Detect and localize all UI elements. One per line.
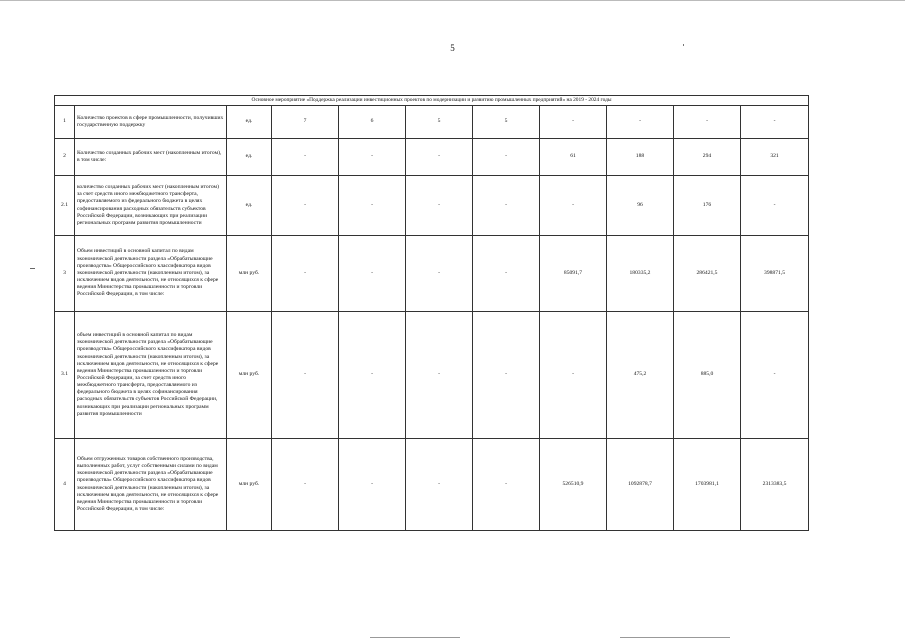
row-number: 2 (55, 139, 75, 176)
indicator-description: Объем отгруженных товаров собственного производства, выполненных работ, услуг собственными силами по видам экономической деятельности раздела «Обрабатывающие производства» Общероссийского классификатора видов экономической деятельности (накопленным итогом), за исключением видов деятельности, не относящихся к сфере ведения Министерства промышленности и торговли Российской Федерации, в том числе: (75, 439, 227, 531)
indicator-description: количество созданных рабочих мест (накопленным итогом) за счет средств иного межбюджетного трансферта, предоставляемого из федерального бюджета в целях софинансирования расходных обязательств субъектов Российской Федерации, возникающих при реализации региональных программ развития промышленности (75, 176, 227, 236)
value-cell: - (339, 176, 406, 236)
section-title: Основное мероприятие «Поддержка реализации инвестиционных проектов по модернизации и развитию промышленных предприятий» на 2019 - 2024 годы (55, 96, 809, 106)
value-cell: - (339, 236, 406, 312)
scan-speck (30, 268, 35, 269)
table-row (55, 176, 809, 236)
scan-edge-line-bottom (620, 637, 730, 638)
value-cell: - (741, 312, 809, 439)
value-cell: - (406, 139, 473, 176)
value-cell: - (272, 176, 339, 236)
row-number: 4 (55, 439, 75, 531)
indicators-table (54, 95, 809, 531)
value-cell: 398871,5 (741, 236, 809, 312)
indicator-description: Количество проектов в сфере промышленности, получивших государственную поддержку (75, 106, 227, 139)
unit-cell: млн руб. (227, 439, 272, 531)
unit-cell: ед. (227, 176, 272, 236)
value-cell: - (473, 312, 540, 439)
value-cell: - (339, 312, 406, 439)
value-cell: - (607, 106, 674, 139)
value-cell: 7 (272, 106, 339, 139)
row-number: 3.1 (55, 312, 75, 439)
page-number: 5 (450, 43, 455, 53)
table-row (55, 236, 809, 312)
value-cell: - (339, 439, 406, 531)
indicator-description: объем инвестиций в основной капитал по видам экономической деятельности раздела «Обрабатывающие производства» Общероссийского классификатора видов экономической деятельности (накопленным итогом), за исключением видов деятельности, не относящихся к сфере ведения Министерства промышленности и торговли Российской Федерации, за счет средств иного межбюджетного трансферта, предоставляемого из федерального бюджета в целях софинансирования расходных обязательств субъектов Российской Федерации, возникающих при реализации региональных программ развития промышленности (75, 312, 227, 439)
table-row (55, 139, 809, 176)
value-cell: 85091,7 (540, 236, 607, 312)
scan-edge-line-top (0, 0, 905, 1)
value-cell: - (741, 106, 809, 139)
value-cell: - (406, 439, 473, 531)
value-cell: - (473, 236, 540, 312)
value-cell: - (272, 312, 339, 439)
value-cell: - (272, 439, 339, 531)
value-cell: - (540, 176, 607, 236)
value-cell: 96 (607, 176, 674, 236)
value-cell: - (540, 106, 607, 139)
unit-cell: млн руб. (227, 312, 272, 439)
value-cell: - (272, 236, 339, 312)
indicator-description: Объем инвестиций в основной капитал по видам экономической деятельности раздела «Обрабатывающие производства» Общероссийского классификатора видов экономической деятельности (накопленным итогом), за исключением видов деятельности, не относящихся к сфере ведения Министерства промышленности и торговли Российской Федерации, в том числе: (75, 236, 227, 312)
value-cell: 475,2 (607, 312, 674, 439)
value-cell: 61 (540, 139, 607, 176)
value-cell: 286421,5 (674, 236, 741, 312)
value-cell: 6 (339, 106, 406, 139)
value-cell: 294 (674, 139, 741, 176)
row-number: 2.1 (55, 176, 75, 236)
value-cell: - (473, 176, 540, 236)
value-cell: 176 (674, 176, 741, 236)
unit-cell: ед. (227, 139, 272, 176)
indicator-description: Количество созданных рабочих мест (накопленным итогом), в том числе: (75, 139, 227, 176)
scan-edge-line-bottom (370, 637, 460, 638)
value-cell: - (406, 312, 473, 439)
value-cell: - (741, 176, 809, 236)
table-row (55, 106, 809, 139)
value-cell: - (473, 139, 540, 176)
value-cell: 2313383,5 (741, 439, 809, 531)
value-cell: 5 (406, 106, 473, 139)
value-cell: - (473, 439, 540, 531)
value-cell: - (272, 139, 339, 176)
value-cell: 188 (607, 139, 674, 176)
row-number: 1 (55, 106, 75, 139)
section-title-row (55, 96, 809, 106)
table-row (55, 312, 809, 439)
value-cell: 885,0 (674, 312, 741, 439)
value-cell: - (540, 312, 607, 439)
value-cell: 180335,2 (607, 236, 674, 312)
value-cell: - (339, 139, 406, 176)
value-cell: 526510,9 (540, 439, 607, 531)
value-cell: - (674, 106, 741, 139)
row-number: 3 (55, 236, 75, 312)
value-cell: 1703981,1 (674, 439, 741, 531)
unit-cell: ед. (227, 106, 272, 139)
table-row (55, 439, 809, 531)
value-cell: 321 (741, 139, 809, 176)
value-cell: - (406, 236, 473, 312)
unit-cell: млн руб. (227, 236, 272, 312)
value-cell: 1092878,7 (607, 439, 674, 531)
value-cell: 5 (473, 106, 540, 139)
value-cell: - (406, 176, 473, 236)
